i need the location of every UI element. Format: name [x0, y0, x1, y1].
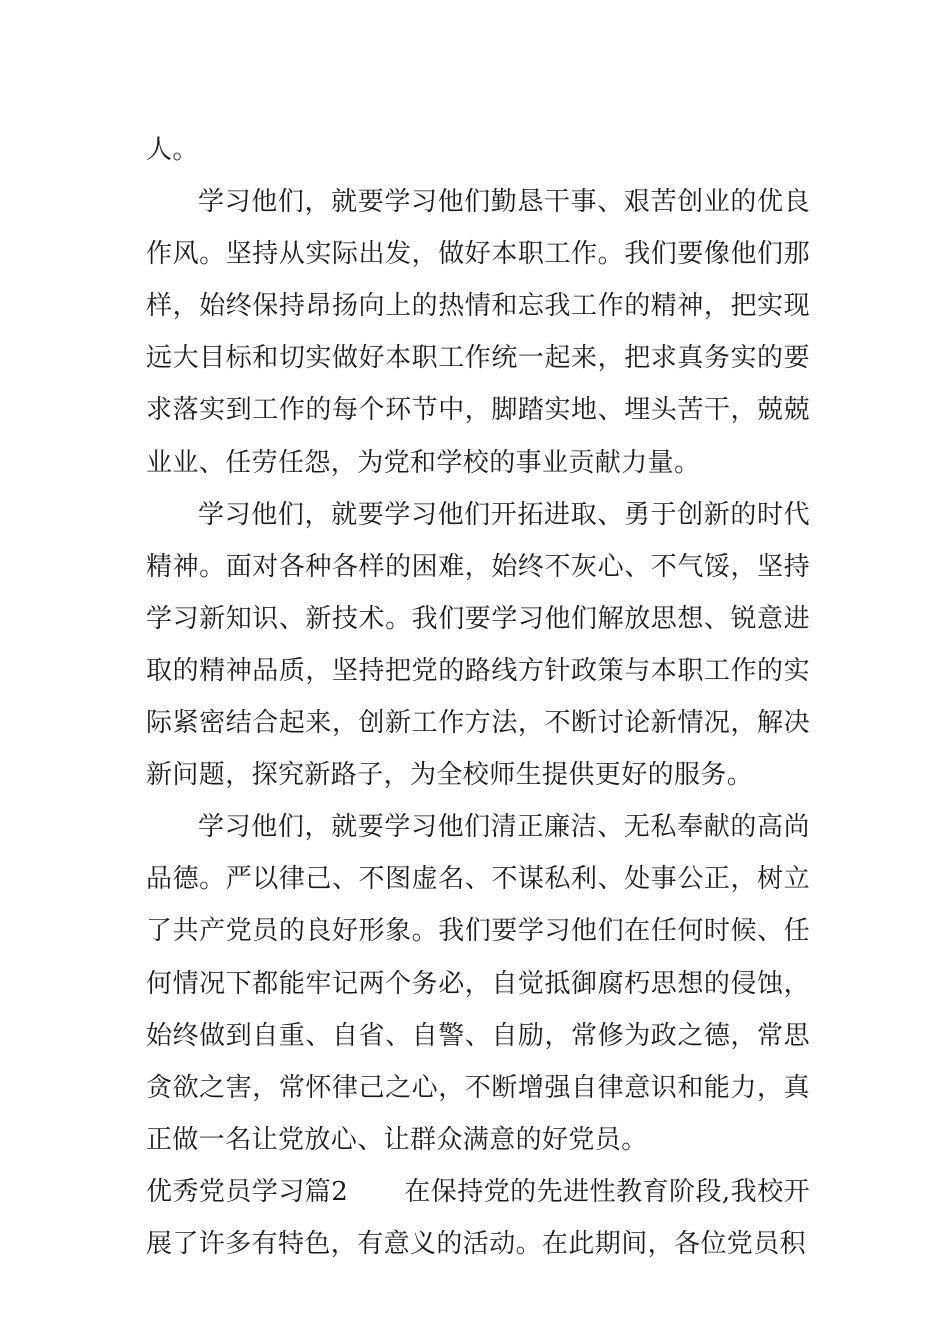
document-body — [146, 124, 810, 1270]
section-text: 在保持党的先进性教育阶段,我校开展了许多有特色，有意义的活动。在此期间，各位党员积 — [146, 1176, 810, 1259]
paragraph-integrity: 学习他们，就要学习他们清正廉洁、无私奉献的高尚品德。严以律己、不图虚名、不谋私利、处事公正，树立了共产党员的良好形象。我们要学习他们在任何时候、任何情况下都能牢记两个务必，自觉抵御腐朽思想的侵蚀，始终做到自重、自省、自警、自励，常修为政之德，常思贪欲之害，常怀律己之心，不断增强自律意识和能力，真正做一名让党放心、让群众满意的好党员。 — [146, 812, 810, 1155]
paragraph-work-style: 学习他们，就要学习他们勤恳干事、艰苦创业的优良作风。坚持从实际出发，做好本职工作。我们要像他们那样，始终保持昂扬向上的热情和忘我工作的精神，把实现远大目标和切实做好本职工作统一起来，把求真务实的要求落实到工作的每个环节中，脚踏实地、埋头苦干，兢兢业业、任劳任怨，为党和学校的事业贡献力量。 — [146, 187, 810, 478]
paragraph-continuation: 人。 — [146, 135, 199, 165]
section-paragraph — [146, 1166, 810, 1270]
paragraph-innovation: 学习他们，就要学习他们开拓进取、勇于创新的时代精神。面对各种各样的困难，始终不灰心、不气馁，坚持学习新知识、新技术。我们要学习他们解放思想、锐意进取的精神品质，坚持把党的路线方针政策与本职工作的实际紧密结合起来，创新工作方法，不断讨论新情况，解决新问题，探究新路子，为全校师生提供更好的服务。 — [146, 499, 810, 791]
section-heading: 优秀党员学习篇2 — [146, 1176, 349, 1207]
